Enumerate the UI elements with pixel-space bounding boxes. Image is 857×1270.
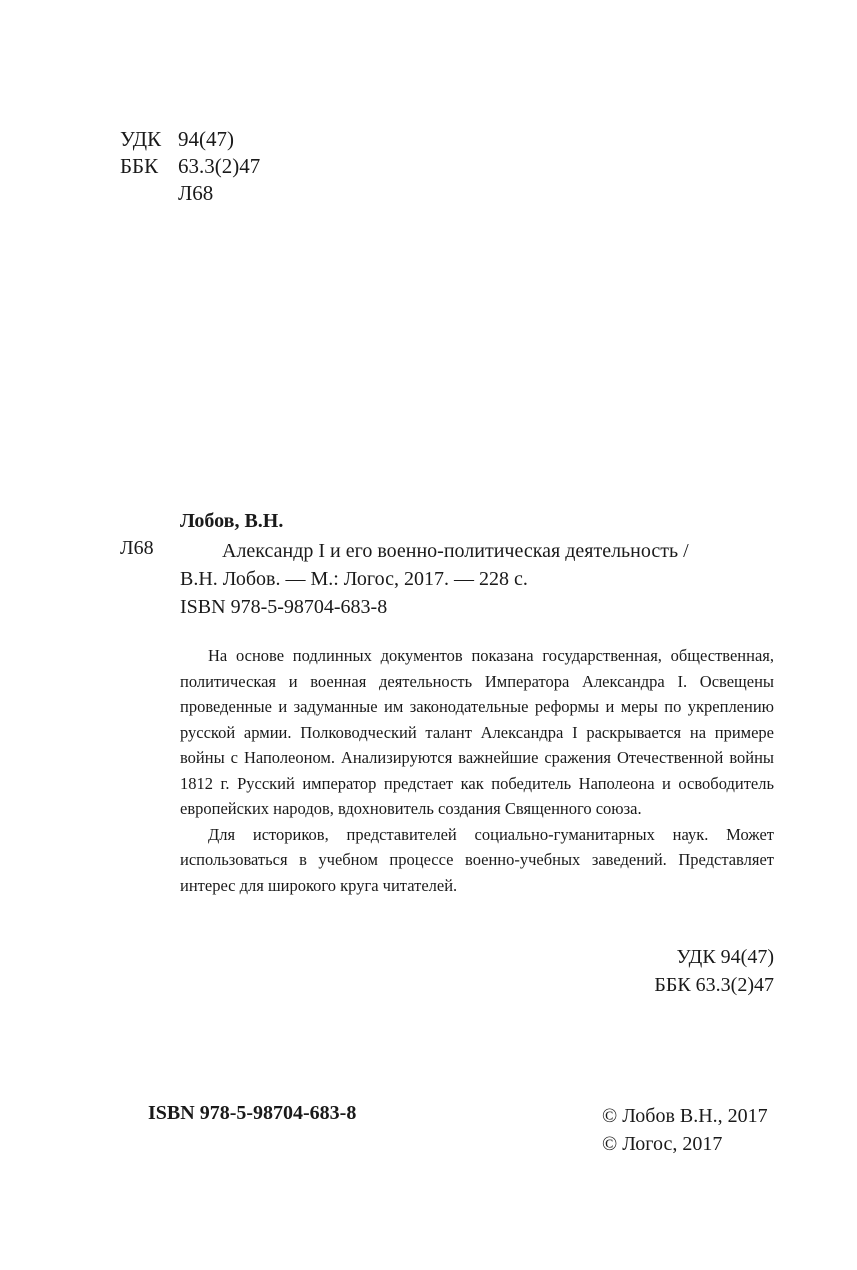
author-mark: Л68	[178, 181, 214, 205]
udk-code: УДК 94(47)	[676, 946, 774, 968]
bbk-row	[120, 153, 260, 180]
udk-value: 94(47)	[178, 127, 234, 151]
udk-label: УДК	[120, 127, 162, 151]
record-imprint: В.Н. Лобов. — М.: Логос, 2017. — 228 с.	[180, 568, 528, 590]
annotation-paragraph-2: Для историков, представителей социально-гуманитарных наук. Может использоваться в учебном процессе военно-учебных заведений. Представляет интерес для широкого круга читателей.	[180, 824, 774, 895]
author-mark-row	[120, 180, 260, 207]
record-isbn: ISBN 978-5-98704-683-8	[180, 596, 388, 618]
copyright-publisher: © Логос, 2017	[602, 1133, 723, 1155]
copyright-author: © Лобов В.Н., 2017	[602, 1105, 768, 1127]
footer-isbn: ISBN 978-5-98704-683-8	[148, 1102, 357, 1124]
record-author: Лобов, В.Н.	[180, 510, 284, 532]
record-title: Александр I и его военно-политическая деятельность /	[222, 540, 689, 562]
classification-block	[120, 126, 260, 207]
bbk-label: ББК	[120, 154, 159, 178]
record-mark: Л68	[120, 537, 154, 559]
bbk-value: 63.3(2)47	[178, 154, 261, 178]
annotation-paragraph-1: На основе подлинных документов показана государственная, общественная, политическая и военная деятельность Императора Александра I. Освещены проведенные и задуманные им законодательные реформы и меры по укреплению русской армии. Полководческий талант Александра I раскрывается на примере войны с Наполеоном. Анализируются важнейшие сражения Отечественной войны 1812 г. Русский император предстает как победитель Наполеона и освободитель европейских народов, вдохновитель создания Священного союза.	[180, 646, 774, 818]
bbk-code: ББК 63.3(2)47	[654, 974, 774, 996]
copyright-block	[602, 1102, 768, 1158]
annotation	[180, 643, 774, 898]
classification-codes	[654, 943, 774, 999]
udk-row	[120, 126, 260, 153]
bibliographic-record	[180, 537, 774, 621]
